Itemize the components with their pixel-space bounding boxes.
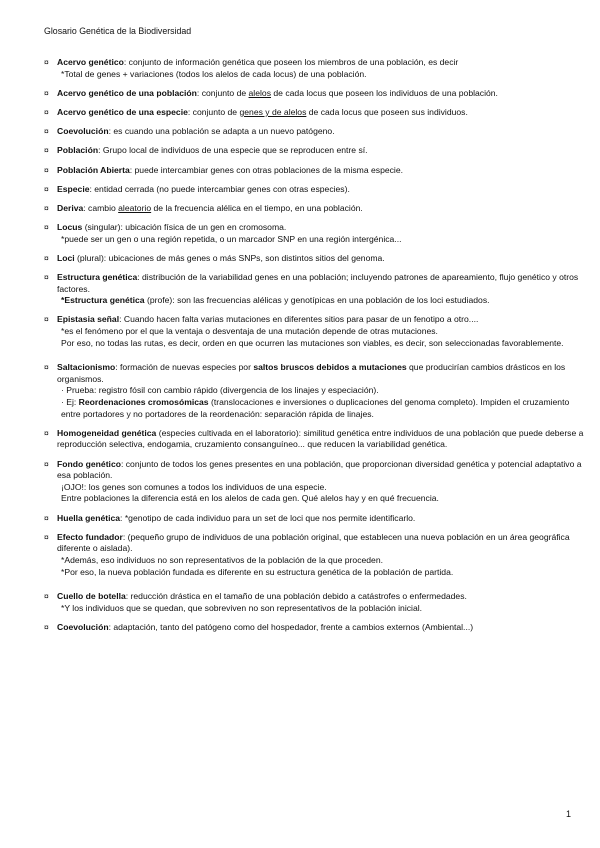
entry-term: Saltacionismo xyxy=(57,362,116,373)
entry-subpoint-text: (translocaciones e inversiones o duplicaciones del genoma completo). Impiden el cruzamiento entre portadores y no portadores de la reordenación: separación rápida de linajes. xyxy=(61,397,570,419)
entry-subpoint-term: Reordenaciones cromosómicas xyxy=(78,397,209,407)
glossary-entry xyxy=(44,184,584,196)
entry-definition: de cada locus que poseen sus individuos. xyxy=(306,106,468,117)
glossary-list xyxy=(44,57,584,641)
glossary-entry xyxy=(44,591,584,614)
bullet-icon: ¤ xyxy=(44,591,49,602)
entry-note-term: *Estructura genética xyxy=(61,295,145,306)
entry-definition: : formación de nuevas especies por xyxy=(115,362,254,373)
entry-note-text: (profe): son las frecuencias alélicas y genotípicas en una población de los loci estudiados. xyxy=(144,295,490,306)
entry-definition: : Grupo local de individuos de una especie que se reproducen entre sí. xyxy=(98,145,368,156)
bullet-icon: ¤ xyxy=(44,427,49,438)
entry-term: Acervo genético de una especie xyxy=(57,106,188,117)
entry-note: *es el fenómeno por el que la ventaja o desventaja de una mutación depende de otras mutaciones. xyxy=(61,326,438,337)
entry-subpoint-prefix: · Ej: xyxy=(61,397,79,407)
entry-note: *puede ser un gen o una región repetida, o un marcador SNP en una región intergénica... xyxy=(61,233,402,244)
glossary-entry xyxy=(44,126,584,138)
glossary-entry xyxy=(44,203,584,215)
glossary-entry xyxy=(44,314,584,349)
glossary-entry xyxy=(44,513,584,525)
bullet-icon: ¤ xyxy=(44,621,49,632)
bullet-icon: ¤ xyxy=(44,314,49,325)
glossary-entry xyxy=(44,107,584,119)
bullet-icon: ¤ xyxy=(44,512,49,523)
entry-definition: : Cuando hacen falta varias mutaciones en diferentes sitios para pasar de un fenotipo a otro.... xyxy=(119,314,479,325)
glossary-entry xyxy=(44,532,584,578)
bullet-icon: ¤ xyxy=(44,202,49,213)
glossary-entry xyxy=(44,362,584,420)
entry-definition: : conjunto de xyxy=(196,87,249,98)
entry-term: Población xyxy=(57,145,99,156)
entry-note: Entre poblaciones la diferencia está en los alelos de cada gen. Qué alelos hay y en qué frecuencia. xyxy=(61,493,439,504)
entry-definition: : cambio xyxy=(83,202,119,213)
entry-note: Por eso, no todas las rutas, es decir, orden en que ocurren las mutaciones son viables, es decir, son seleccionadas favorablemente. xyxy=(61,337,564,348)
entry-term: Fondo genético xyxy=(57,458,121,469)
entry-underlined: aleatorio xyxy=(118,202,152,213)
entry-term: Cuello de botella xyxy=(57,591,126,602)
entry-definition: : conjunto de xyxy=(187,106,240,117)
entry-underlined: genes y de alelos xyxy=(239,106,307,117)
entry-term: Coevolución xyxy=(57,126,109,137)
bullet-icon: ¤ xyxy=(44,87,49,98)
glossary-entry xyxy=(44,88,584,100)
entry-definition: : es cuando una población se adapta a un nuevo patógeno. xyxy=(108,126,335,137)
bullet-icon: ¤ xyxy=(44,106,49,117)
entry-definition: : *genotipo de cada individuo para un set de loci que nos permite identificarlo. xyxy=(120,512,416,523)
bullet-icon: ¤ xyxy=(44,183,49,194)
glossary-entry xyxy=(44,272,584,307)
entry-note: *Por eso, la nueva población fundada es diferente en su estructura genética de la población de partida. xyxy=(61,566,454,577)
entry-definition: de cada locus que poseen los individuos de una población. xyxy=(271,87,498,98)
entry-note xyxy=(57,295,584,307)
glossary-entry xyxy=(44,253,584,265)
entry-term: Huella genética xyxy=(57,512,121,523)
entry-definition: : distribución de la variabilidad genes en una población; incluyendo patrones de apareamiento, flujo genético y otros factores. xyxy=(57,272,579,294)
entry-definition: que producirían cambios drásticos en los organismos. xyxy=(57,362,566,384)
entry-term: Acervo genético de una población xyxy=(57,87,197,98)
entry-definition: (singular): ubicación física de un gen en cromosoma. xyxy=(82,222,287,233)
entry-term: Acervo genético xyxy=(57,57,124,67)
entry-definition: : entidad cerrada (no puede intercambiar genes con otras especies). xyxy=(89,183,350,194)
entry-term: Deriva xyxy=(57,202,84,213)
entry-note: *Además, eso individuos no son representativos de la población de la que proceden. xyxy=(61,554,384,565)
glossary-entry xyxy=(44,145,584,157)
entry-term: Coevolución xyxy=(57,621,109,632)
entry-note: ¡OJO!: los genes son comunes a todos los individuos de una especie. xyxy=(61,481,327,492)
entry-definition: de la frecuencia alélica en el tiempo, en una población. xyxy=(151,202,363,213)
entry-definition: : reducción drástica en el tamaño de una población debido a catástrofes o enfermedades. xyxy=(125,591,467,602)
glossary-entry xyxy=(44,57,584,80)
bullet-icon: ¤ xyxy=(44,458,49,469)
entry-emphasis: saltos bruscos debidos a mutaciones xyxy=(253,362,407,373)
entry-term: Locus xyxy=(57,222,83,233)
glossary-entry xyxy=(44,459,584,505)
entry-subpoint: · Prueba: registro fósil con cambio rápido (divergencia de los linajes y especiación). xyxy=(61,385,379,396)
entry-term: Especie xyxy=(57,183,90,194)
entry-note: *Total de genes + variaciones (todos los alelos de cada locus) de una población. xyxy=(61,68,367,79)
entry-definition: (especies cultivada en el laboratorio): similitud genética entre individuos de una población que puede deberse a reproducción selectiva, endogamia, cruzamiento consanguíneo... que reducen la variabilidad genética. xyxy=(57,427,584,450)
glossary-entry xyxy=(44,165,584,177)
bullet-icon: ¤ xyxy=(44,362,49,373)
bullet-icon: ¤ xyxy=(44,57,49,67)
glossary-entry xyxy=(44,622,584,634)
glossary-entry xyxy=(44,222,584,245)
bullet-icon: ¤ xyxy=(44,272,49,283)
bullet-icon: ¤ xyxy=(44,126,49,137)
entry-note: *Y los individuos que se quedan, que sobreviven no son representativos de la población inicial. xyxy=(61,602,423,613)
entry-term: Homogeneidad genética xyxy=(57,427,157,438)
bullet-icon: ¤ xyxy=(44,531,49,542)
entry-definition: : (pequeño grupo de individuos de una población original, que establecen una nueva población en un área geográfica diferente o aislada). xyxy=(57,531,570,554)
bullet-icon: ¤ xyxy=(44,145,49,156)
entry-term: Estructura genética xyxy=(57,272,138,283)
entry-term: Población Abierta xyxy=(57,164,130,175)
glossary-entry xyxy=(44,428,584,451)
bullet-icon: ¤ xyxy=(44,222,49,233)
entry-underlined: alelos xyxy=(248,87,271,98)
page-title: Glosario Genética de la Biodiversidad xyxy=(44,26,192,36)
entry-definition: : puede intercambiar genes con otras poblaciones de la misma especie. xyxy=(129,164,403,175)
bullet-icon: ¤ xyxy=(44,164,49,175)
entry-term: Loci xyxy=(57,252,75,263)
page-number: 1 xyxy=(566,809,572,819)
entry-definition: : adaptación, tanto del patógeno como del hospedador, frente a cambios externos (Ambiental...) xyxy=(108,621,474,632)
entry-subpoint xyxy=(57,397,584,420)
entry-definition: : conjunto de todos los genes presentes en una población, que proporcionan diversidad genética y potencial adaptativo a esa población. xyxy=(57,458,582,481)
entry-term: Efecto fundador xyxy=(57,531,123,542)
entry-definition: (plural): ubicaciones de más genes o más SNPs, son distintos sitios del genoma. xyxy=(74,252,385,263)
bullet-icon: ¤ xyxy=(44,252,49,263)
entry-definition: : conjunto de información genética que poseen los miembros de una población, es decir xyxy=(123,57,459,67)
entry-term: Epistasia señal xyxy=(57,314,120,325)
